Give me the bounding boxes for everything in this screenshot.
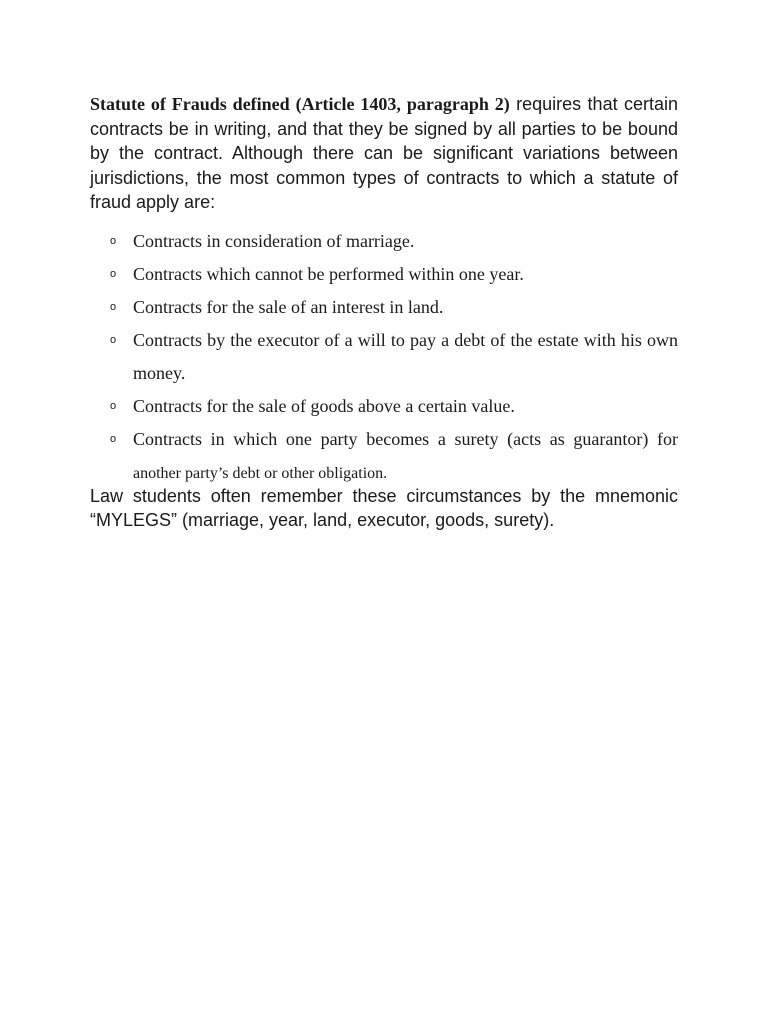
intro-paragraph (90, 92, 678, 215)
bullet-circle-icon: o (110, 267, 117, 280)
list-item-text: Contracts in which one party becomes a surety (acts as guarantor) for (133, 428, 678, 449)
list-item (90, 291, 678, 324)
list-item-text: Contracts by the executor of a will to pay a debt of the estate with his own money. (133, 329, 678, 383)
list-item (90, 258, 678, 291)
list-item-text: Contracts which cannot be performed within one year. (133, 263, 524, 284)
bullet-circle-icon: o (110, 333, 117, 346)
intro-lead: Statute of Frauds defined (Article 1403, paragraph 2) (90, 94, 510, 114)
bullet-circle-icon: o (110, 399, 117, 412)
list-item-text-tail: another party’s debt or other obligation. (133, 464, 388, 482)
contract-types-list (90, 225, 678, 490)
intro-text: requires that certain contracts be in writing, and that they be signed by all parties to be bound by the contract. Although there can be significant variations between jurisdictions, the most common types of contracts to which a statute of fraud apply are: (90, 94, 678, 212)
bullet-circle-icon: o (110, 432, 117, 445)
list-item (90, 324, 678, 390)
list-item-text: Contracts for the sale of an interest in land. (133, 296, 444, 317)
list-item-text: Contracts in consideration of marriage. (133, 230, 415, 251)
list-item-text: Contracts for the sale of goods above a certain value. (133, 395, 515, 416)
list-item (90, 225, 678, 258)
outro-paragraph: Law students often remember these circumstances by the mnemonic “MYLEGS” (marriage, year, land, executor, goods, surety). (90, 485, 678, 530)
bullet-circle-icon: o (110, 300, 117, 313)
document-page (90, 92, 678, 533)
list-item (90, 423, 678, 490)
bullet-circle-icon: o (110, 234, 117, 247)
list-item (90, 390, 678, 423)
